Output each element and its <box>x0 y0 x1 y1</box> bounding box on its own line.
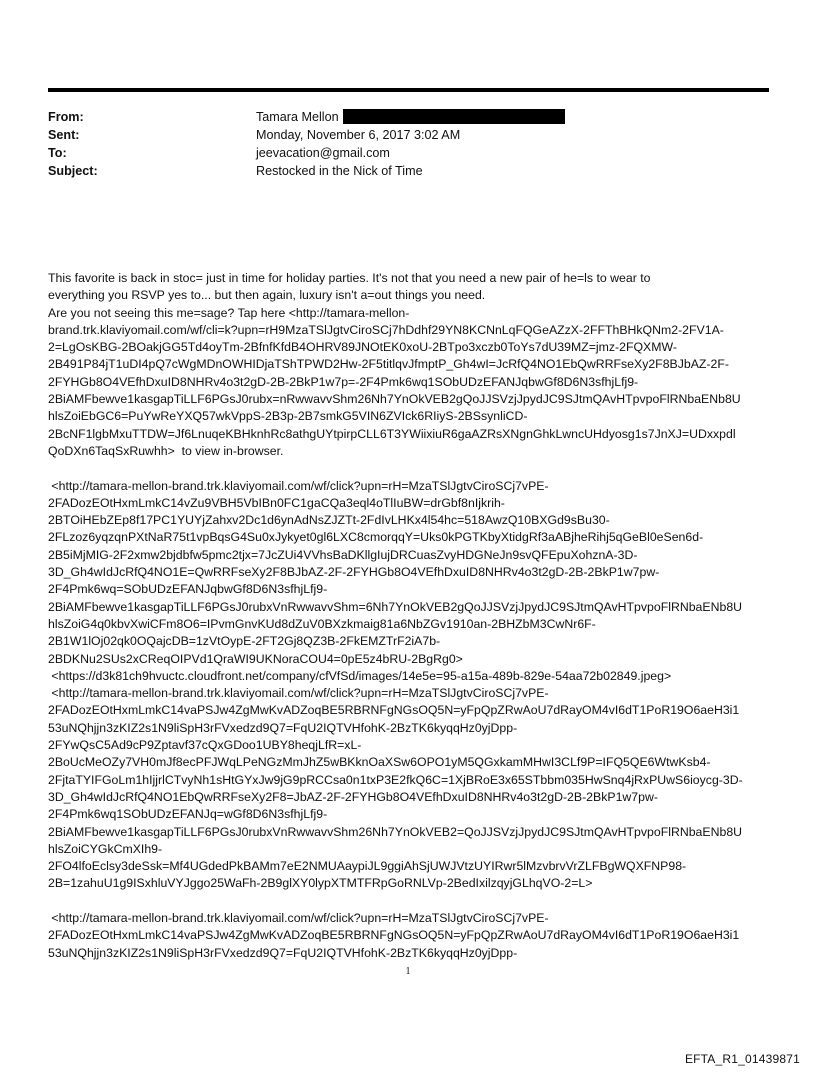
bates-number: EFTA_R1_01439871 <box>684 1052 800 1066</box>
paragraph-gap <box>48 893 778 910</box>
subject-row <box>48 162 769 180</box>
to-label: To: <box>48 146 67 160</box>
from-value-wrap <box>256 108 769 126</box>
sent-row <box>48 126 769 144</box>
header-rule <box>48 88 769 92</box>
from-label: From: <box>48 110 84 124</box>
body-paragraph-links-continued: <http://tamara-mellon-brand.trk.klaviyomail.com/wf/click?upn=rH=MzaTSlJgtvCiroSCj7vPE- 2FADozEOtHxmLmkC14vaPSJw4ZgMwKvADZoqBE5RBRNFgNGsOQ5N=yFpQpZRwAoU7dRayOM4vI6dT1PoR19O6aeH3i1 53uNQhjjn3zKIZ2s1N9liSpH3rFVxedzd9Q7=FqU2IQTVHfohK-2BzTK6kyqqHz0yjDpp- <box>48 910 740 960</box>
to-row <box>48 144 769 162</box>
sent-value: Monday, November 6, 2017 3:02 AM <box>256 128 461 142</box>
subject-value: Restocked in the Nick of Time <box>256 164 423 178</box>
email-body <box>48 270 778 962</box>
from-row <box>48 108 769 126</box>
sent-label: Sent: <box>48 128 80 142</box>
body-paragraph-links: <http://tamara-mellon-brand.trk.klaviyomail.com/wf/click?upn=rH=MzaTSlJgtvCiroSCj7vPE- 2FADozEOtHxmLmkC14vZu9VBH5VbIBn0FC1gaCQa3eql4oTlIuBW=drGbf8nIjkrih- 2BTOiHEbZEp8f17PC1YUYjZahxv2Dc1d6ynAdNsZJZTt-2FdIvLHKx4l54hc=518AwzQ10BXGd9sBu30- 2FLzoz6yqzqnPXtNaR75t1vpBqsG4Su0xJykyet0gl6LXC8cmorqqY=Uks0kPGTKbyXtidgRf3aABjheRihj5qGeBl0eSen6d- 2B5iMjMIG-2F2xmw2bjdbfw5pmc2tjx=7JcZUi4VVhsBaDKllgIujDRCuasZvyHDGNeJn9svQFEpuXohznA-3D- 3D_Gh4wIdJcRfQ4NO1E=QwRRFseXy2F8BJbAZ-2F-2FYHGb8O4VEfhDxuID8NHRv4o3t2gD-2B-2BkP1w7pw- 2F4Pmk6wq=SObUDzEFANJqbwGf8D6N3sfhjLfj9- 2BiAMFbewve1kasgapTiLLF6PGsJ0rubxVnRwwavvShm=6Nh7YnOkVEB2gQoJJSVzjJpydJC9SJtmQAvHTpvpoFlRNbaENb8U hlsZoiG4q0kbvXwiCFm8O6=IPvmGnvKUd8dZuV0BXzkmaig81a6NbZGv1910an-2BHZbM3CwNr6F- 2B1W1lOj02qk0OQajcDB=1zVtOypE-2FT2Gj8QZ3B-2FkEMZTrF2iA7b- 2BDKNu2SUs2xCReqOIPVd1QraWI9UKNoraCOU4=0pE5z4bRU-2BgRg0> <https://d3k81ch9hvuctc.cloudfront.net/company/cfVfSd/images/14e5e=95-a15a-489b-829e-54aa72b02849.jpeg> <http://tamara-mellon-brand.trk.klaviyomail.com/wf/click?upn=rH=MzaTSlJgtvCiroSCj7vPE- 2FADozEOtHxmLmkC14vaPSJw4ZgMwKvADZoqBE5RBRNFgNGsOQ5N=yFpQpZRwAoU7dRayOM4vI6dT1PoR19O6aeH3i1 53uNQhjjn3zKIZ2s1N9liSpH3rFVxedzd9Q7=FqU2IQTVHfohK-2BzTK6kyqqHz0yjDpp- 2FYwQsC5Ad9cP9Zptavf37cQxGDoo1UBY8heqjLfR=xL- 2BoUcMeOZy7VH0mJf8ecPFJWqLPeNGzMmJhZ5wBKknOaXSw6OPO1yM5QGxkamMHwI3CLf9P=IFQ5QE6WtwKsb4- 2FjtaTYIFGoLm1hIjjrlCTvyNh1sHtGYxJw9jG9pRCCsa0n1txP3E2fkQ6C=1XjBRoE3x65STbbm035HwSnq4jRxPUwS6ioycg-3D- 3D_Gh4wIdJcRfQ4NO1EbQwRRFseXy2F8=JbAZ-2F-2FYHGb8O4VEfhDxuID8NHRv4o3t2gD-2B-2BkP1w7pw- 2F4Pmk6wq1SObUDzEFANJq=wGf8D6N3sfhjLfj9- 2BiAMFbewve1kasgapTiLLF6PGsJ0rubxVnRwwavvShm26Nh7YnOkVEB2=QoJJSVzjJpydJC9SJtmQAvHTpvpoFlRNbaENb8U hlsZoiCYGkCmXIh9- 2FO4lfoEclsy3deSsk=Mf4UGdedPkBAMm7eE2NMUAaypiJL9ggiAhSjUWJVtzUYIRwr5lMzvbrvVrZLFBgWQXFNP98- 2B=1zahuU1g9ISxhluVYJggo25WaFh-2B9glXY0lypXTMTFRpGoRNLVp-2BedIxilzqyjGLhqVO-2=L> <box>48 478 743 891</box>
redaction-box <box>343 109 565 124</box>
page-number: 1 <box>405 966 411 977</box>
to-value: jeevacation@gmail.com <box>256 146 390 160</box>
email-header <box>48 108 769 180</box>
subject-label: Subject: <box>48 164 98 178</box>
body-paragraph-intro: This favorite is back in stoc= just in time for holiday parties. It's not that you need a new pair of he=ls to wear to everything you RSVP yes to... but then again, luxury isn't a=out things you need. Are you not seeing this me=sage? Tap here <http://tamara-mellon- brand.trk.klaviyomail.com/wf/cli=k?upn=rH9MzaTSlJgtvCiroSCj7hDdhf29YN8KCNnLqFQGeAZzX-2FFThBHkQNm2-2FV1A- 2=LgOsKBG-2BOakjGG5Td4oyTm-2BfnfKfdB4OHRV89JNOtEK0xoU-2BTpo3xczb0ToYs7dU39MZ=jmz-2FQXMW- 2B491P84jT1uDI4pQ7cWgMDnOWHIDjaTShTPWD2Hw-2F5titlqvJfmptP_Gh4wI=JcRfQ4NO1EbQwRRFseXy2F8BJbAZ-2F- 2FYHGb8O4VEfhDxuID8NHRv4o3t2gD-2B-2BkP1w7p=-2F4Pmk6wq1SObUDzEFANJqbwGf8D6N3sfhjLfj9- 2BiAMFbewve1kasgapTiLLF6PGsJ0rubx=nRwwavvShm26Nh7YnOkVEB2gQoJJSVzjJpydJC9SJtmQAvHTpvpoFlRNbaENb8U hlsZoiEbGC6=PuYwReYXQ57wkVppS-2B3p-2B7smkG5VIN6ZVIck6RIiyS-2BSsynliCD- 2BcNF1lgbMxuTTDW=Jf6LnuqeKBHknhRc8athgUYtpirpCLL6T3YWiixiuR6gaAZRsXNgnGhkLwncUHdyosg1s7JnXJ=UDxxpdl QoDXn6TaqSxRuwhh> to view in-browser. <box>48 271 741 458</box>
paragraph-gap <box>48 460 778 477</box>
from-value: Tamara Mellon <box>256 110 339 124</box>
